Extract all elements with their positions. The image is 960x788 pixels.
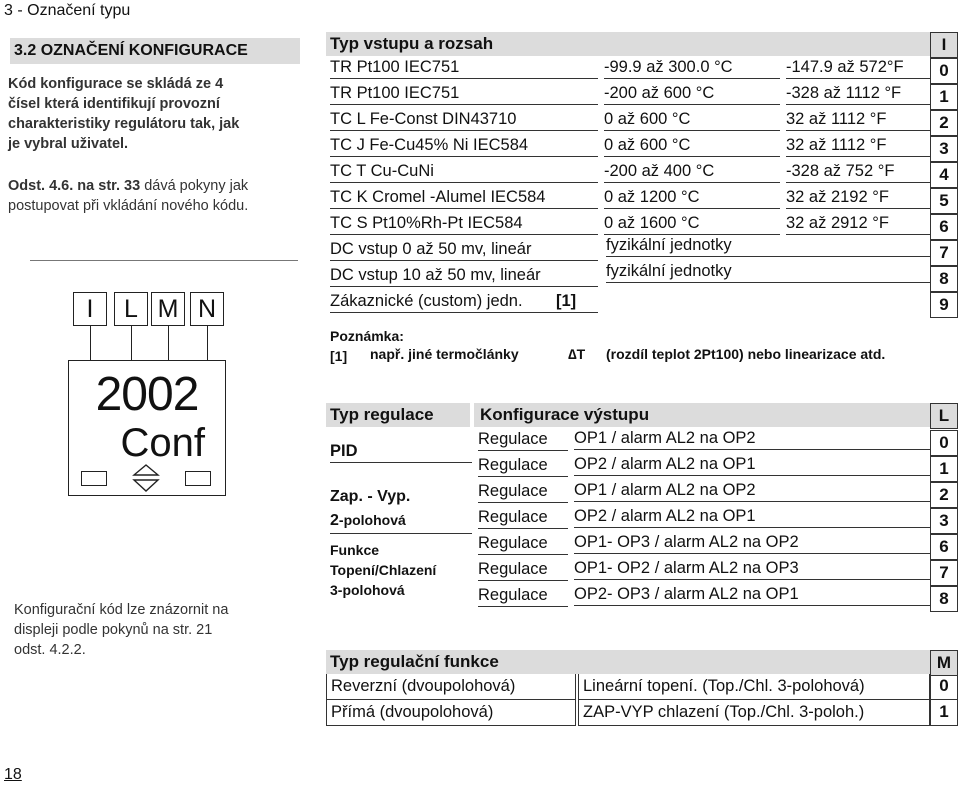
outro-line: Konfigurační kód lze znázornit na	[14, 602, 229, 618]
sensor-cell: TC T Cu-CuNi	[330, 160, 598, 183]
function-right-cell: Lineární topení. (Top./Chl. 3-polohová)	[578, 674, 930, 700]
regulace-cell: Regulace	[478, 558, 568, 581]
left-key[interactable]	[81, 471, 107, 486]
group-divider	[330, 533, 472, 534]
function-right-cell: ZAP-VYP chlazení (Top./Chl. 3-poloh.)	[578, 700, 930, 726]
group-onoff-a: Zap. - Vyp.	[330, 488, 411, 505]
page-header: 3 - Označení typu	[4, 2, 131, 19]
letter-box-l: L	[114, 292, 148, 326]
regulace-cell: Regulace	[478, 506, 568, 529]
letter-box-n: N	[190, 292, 224, 326]
control-code: 6	[930, 534, 958, 560]
input-code: 4	[930, 162, 958, 188]
outro-line: displeji podle pokynů na str. 21	[14, 622, 213, 638]
right-key[interactable]	[185, 471, 211, 486]
group-onoff-b	[330, 512, 406, 530]
output-config-cell: OP2 / alarm AL2 na OP1	[574, 453, 930, 476]
note-ref: [1]	[330, 348, 348, 364]
output-config-cell: OP1- OP2 / alarm AL2 na OP3	[574, 557, 930, 580]
function-code: 0	[930, 674, 958, 700]
regulace-cell: Regulace	[478, 480, 568, 503]
input-code: 5	[930, 188, 958, 214]
fahrenheit-range-cell: 32 až 2912 °F	[786, 212, 930, 235]
control-code: 3	[930, 508, 958, 534]
intro-line: charakteristiky regulátoru tak, jak	[8, 116, 240, 132]
note-title: Poznámka:	[330, 328, 404, 344]
celsius-range-cell: -200 až 600 °C	[604, 82, 780, 105]
outro-line: odst. 4.2.2.	[14, 642, 86, 658]
intro-line: čísel která identifikují provozní	[8, 96, 220, 112]
group-fn-3: 3-polohová	[330, 582, 405, 598]
group-pid: PID	[330, 442, 358, 460]
celsius-range-cell: 0 až 600 °C	[604, 108, 780, 131]
footnote-mark: [1]	[556, 292, 577, 310]
group-divider	[330, 462, 472, 463]
connector-line	[207, 326, 208, 360]
control-code: 7	[930, 560, 958, 586]
odst-text-b: postupovat při vkládání nového kódu.	[8, 198, 249, 214]
regulace-cell: Regulace	[478, 532, 568, 555]
sensor-cell: TR Pt100 IEC751	[330, 82, 598, 105]
display-conf: Conf	[120, 421, 205, 465]
control-code: 0	[930, 430, 958, 456]
function-code-header: M	[930, 650, 958, 676]
output-config-cell: OP1 / alarm AL2 na OP2	[574, 427, 930, 450]
divider	[30, 260, 298, 261]
intro-line: je vybral uživatel.	[8, 136, 129, 152]
regulace-cell: Regulace	[478, 454, 568, 477]
fahrenheit-range-cell: 32 až 1112 °F	[786, 134, 930, 157]
units-cell: fyzikální jednotky	[606, 234, 930, 257]
input-code: 1	[930, 84, 958, 110]
sensor-cell: Zákaznické (custom) jedn.	[330, 290, 598, 313]
control-col2-header: Konfigurace výstupu	[474, 403, 930, 427]
function-left-cell: Přímá (dvoupolohová)	[326, 700, 576, 726]
regulace-cell: Regulace	[478, 428, 568, 451]
function-table-title: Typ regulační funkce	[326, 650, 930, 674]
sensor-cell: TC S Pt10%Rh-Pt IEC584	[330, 212, 598, 235]
fahrenheit-range-cell: -328 až 752 °F	[786, 160, 930, 183]
fahrenheit-range-cell: 32 až 1112 °F	[786, 108, 930, 131]
connector-line	[131, 326, 132, 360]
group-fn-1: Funkce	[330, 542, 380, 558]
celsius-range-cell: 0 až 600 °C	[604, 134, 780, 157]
input-code: 9	[930, 292, 958, 318]
group-onoff-b-text: -polohová	[338, 512, 406, 528]
display-digits: 2002	[95, 368, 199, 421]
control-code: 8	[930, 586, 958, 612]
letter-box-m: M	[151, 292, 185, 326]
letter-box-i: I	[73, 292, 107, 326]
sensor-cell: TC L Fe-Const DIN43710	[330, 108, 598, 131]
output-config-cell: OP2 / alarm AL2 na OP1	[574, 505, 930, 528]
sensor-cell: TC J Fe-Cu45% Ni IEC584	[330, 134, 598, 157]
fahrenheit-range-cell: 32 až 2192 °F	[786, 186, 930, 209]
sensor-cell: DC vstup 10 až 50 mv, lineár	[330, 264, 598, 287]
output-config-cell: OP1 / alarm AL2 na OP2	[574, 479, 930, 502]
odst-ref: Odst. 4.6. na str. 33	[8, 178, 141, 194]
control-col1-header: Typ regulace	[326, 403, 470, 427]
celsius-range-cell: -200 až 400 °C	[604, 160, 780, 183]
celsius-range-cell: 0 až 1200 °C	[604, 186, 780, 209]
sensor-cell: TC K Cromel -Alumel IEC584	[330, 186, 598, 209]
input-table-title: Typ vstupu a rozsah	[326, 32, 930, 56]
group-fn-2: Topení/Chlazení	[330, 562, 437, 578]
page-number: 18	[4, 766, 22, 783]
intro-text	[8, 74, 300, 154]
function-code: 1	[930, 700, 958, 726]
input-code: 2	[930, 110, 958, 136]
up-down-arrows-icon[interactable]	[132, 463, 160, 493]
outro-text	[14, 600, 294, 660]
controller-display	[68, 360, 226, 496]
input-code-header: I	[930, 32, 958, 58]
connector-line	[168, 326, 169, 360]
group-onoff-b-num: 2	[330, 512, 339, 529]
output-config-cell: OP1- OP3 / alarm AL2 na OP2	[574, 531, 930, 554]
fahrenheit-range-cell: -147.9 až 572°F	[786, 56, 930, 79]
connector-line	[90, 326, 91, 360]
input-code: 8	[930, 266, 958, 292]
input-code: 7	[930, 240, 958, 266]
note-text-b: (rozdíl teplot 2Pt100) nebo linearizace atd.	[606, 346, 886, 362]
intro-line: Kód konfigurace se skládá ze 4	[8, 76, 224, 92]
output-config-cell: OP2- OP3 / alarm AL2 na OP1	[574, 583, 930, 606]
control-code: 2	[930, 482, 958, 508]
odst-text-a: dává pokyny jak	[140, 178, 249, 194]
units-cell: fyzikální jednotky	[606, 260, 930, 283]
control-code-header: L	[930, 403, 958, 429]
odst-text	[8, 176, 300, 216]
sensor-cell: TR Pt100 IEC751	[330, 56, 598, 79]
input-code: 0	[930, 58, 958, 84]
regulace-cell: Regulace	[478, 584, 568, 607]
note-text-a: např. jiné termočlánky	[370, 346, 519, 362]
sensor-cell: DC vstup 0 až 50 mv, lineár	[330, 238, 598, 261]
input-code: 6	[930, 214, 958, 240]
celsius-range-cell: 0 až 1600 °C	[604, 212, 780, 235]
function-left-cell: Reverzní (dvoupolohová)	[326, 674, 576, 700]
input-code: 3	[930, 136, 958, 162]
note-delta: ∆T	[568, 346, 586, 362]
control-code: 1	[930, 456, 958, 482]
section-title: 3.2 OZNAČENÍ KONFIGURACE	[10, 38, 300, 64]
celsius-range-cell: -99.9 až 300.0 °C	[604, 56, 780, 79]
fahrenheit-range-cell: -328 až 1112 °F	[786, 82, 930, 105]
